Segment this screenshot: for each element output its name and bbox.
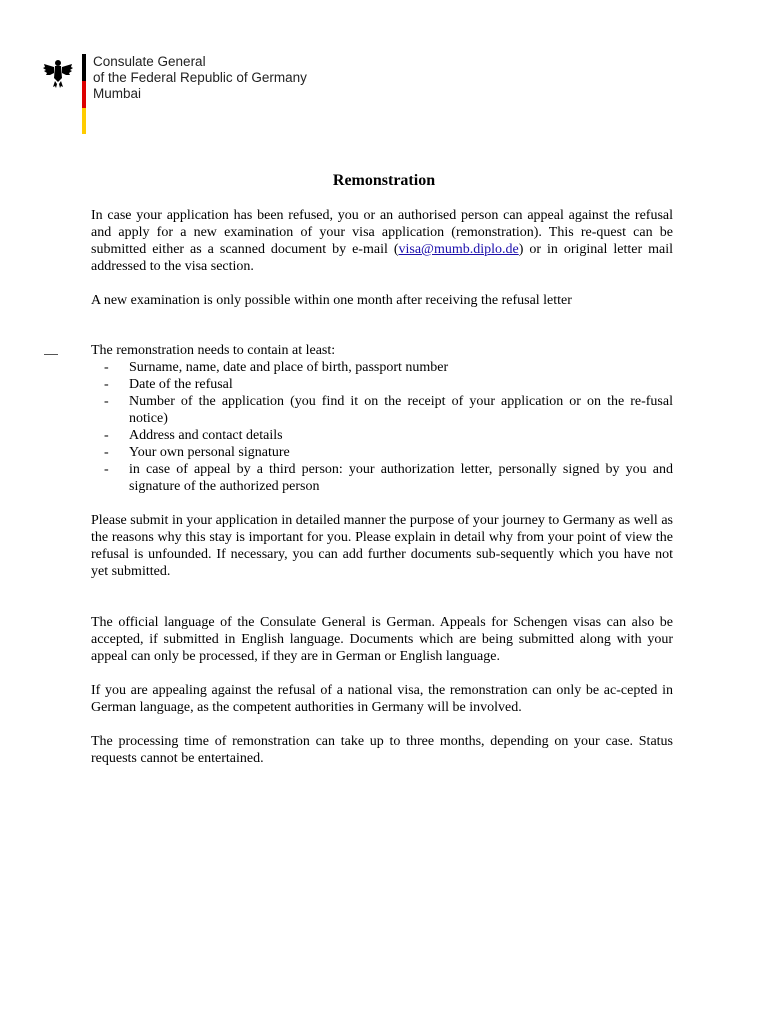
consulate-name-line1: Consulate General <box>93 54 206 69</box>
federal-eagle-icon <box>42 58 74 90</box>
document-body <box>91 207 673 767</box>
list-item <box>91 359 673 376</box>
list-item <box>91 376 673 393</box>
requirements-list <box>91 359 673 495</box>
list-item-text: Address and contact details <box>129 428 283 443</box>
visa-email-link[interactable]: visa@mumb.diplo.de <box>398 242 519 257</box>
bullet-dash: - <box>104 428 109 443</box>
margin-mark <box>44 354 58 355</box>
list-item-text: Surname, name, date and place of birth, passport number <box>129 360 449 375</box>
list-item-text: Date of the refusal <box>129 377 233 392</box>
letterhead <box>42 54 342 138</box>
list-item-text: Number of the application (you find it on the receipt of your application or on the re-fusal notice) <box>129 394 673 426</box>
bullet-dash: - <box>104 377 109 392</box>
bullet-dash: - <box>104 445 109 460</box>
list-item <box>91 427 673 444</box>
german-flag-bar <box>82 54 86 134</box>
intro-text-before: In case your application has been refused, you or an authorised person can appeal against the refusal and apply for a new examination of your visa application (remonstration). This re-quest can be submitted either as a scanned document by e-mail ( <box>91 208 673 257</box>
national-visa-paragraph: If you are appealing against the refusal of a national visa, the remonstration can only be ac-cepted in German language, as the competent authorities in Germany will be involved. <box>91 683 673 715</box>
list-item <box>91 393 673 427</box>
consulate-name <box>93 54 307 102</box>
list-item-text: in case of appeal by a third person: your authorization letter, personally signed by you and signature of the authorized person <box>129 462 673 494</box>
page-title: Remonstration <box>332 172 436 189</box>
deadline-paragraph: A new examination is only possible within one month after receiving the refusal letter <box>91 293 572 308</box>
consulate-name-line2: of the Federal Republic of Germany <box>93 70 307 85</box>
language-paragraph: The official language of the Consulate General is German. Appeals for Schengen visas can also be accepted, if submitted in English language. Documents which are being submitted along with your appeal can only be processed, if they are in German or English language. <box>91 615 673 664</box>
bullet-dash: - <box>104 462 109 477</box>
list-item <box>91 461 673 495</box>
bullet-dash: - <box>104 394 109 409</box>
intro-paragraph <box>91 207 673 275</box>
bullet-dash: - <box>104 360 109 375</box>
processing-time-paragraph: The processing time of remonstration can take up to three months, depending on your case. Status requests cannot be entertained. <box>91 734 673 766</box>
list-item <box>91 444 673 461</box>
justification-paragraph: Please submit in your application in detailed manner the purpose of your journey to Germany as well as the reasons why this stay is important for you. Please explain in detail why from your point of view the refusal is unfounded. If necessary, you can add further documents sub-sequently which you have not yet submitted. <box>91 513 673 579</box>
consulate-name-line3: Mumbai <box>93 86 142 101</box>
list-item-text: Your own personal signature <box>129 445 290 460</box>
intro-text-after: ) or in original letter mail addressed to the visa section. <box>91 242 673 274</box>
requirements-intro: The remonstration needs to contain at least: <box>91 343 336 358</box>
